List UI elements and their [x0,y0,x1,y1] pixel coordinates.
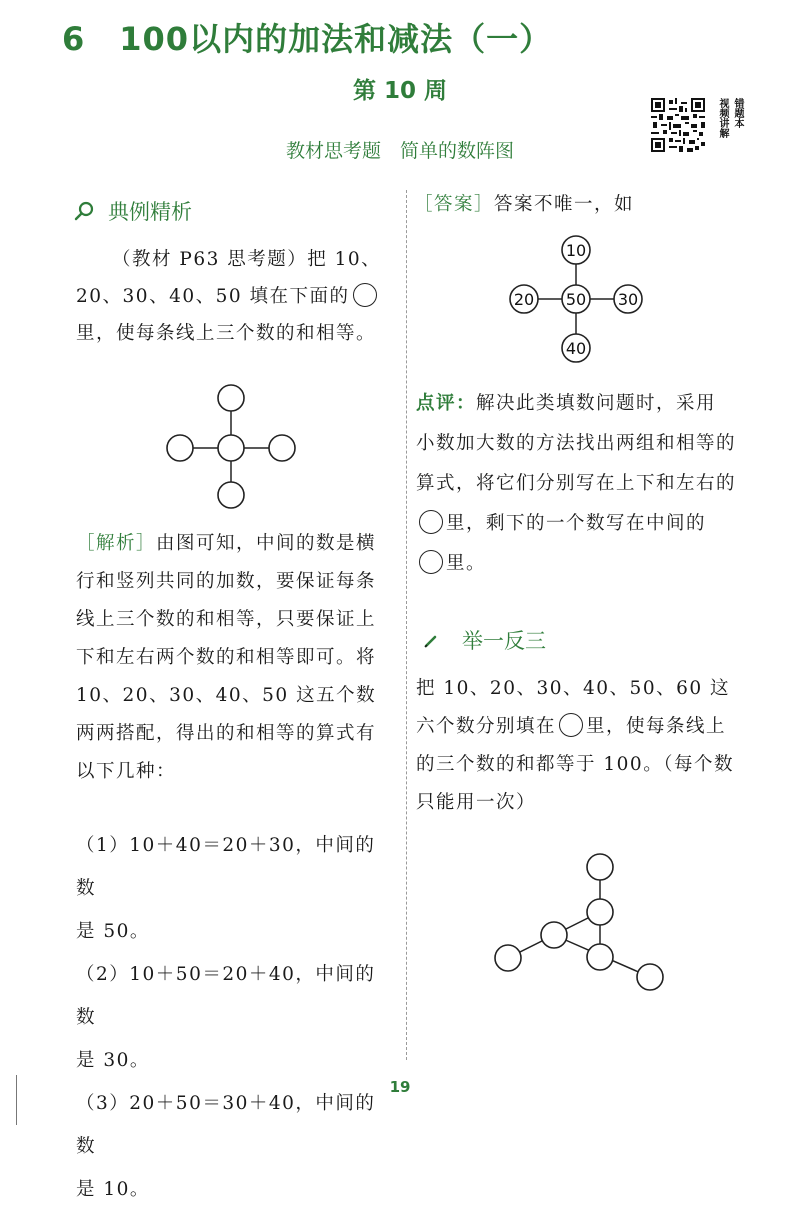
comment-body-b: 里，剩下的一个数写在中间的 [446,513,707,534]
practice-diagram [488,845,678,1005]
week-title: 第 10 周 [352,78,448,104]
pencil-icon [424,634,438,648]
qr-code-icon[interactable] [651,98,705,152]
practice-circle [637,964,663,990]
practice-circle [587,944,613,970]
qr-label-line: 错题本 [732,98,743,128]
answer-line [414,186,634,223]
case-line: （1）10＋40＝20＋30，中间的数 [76,835,376,899]
practice-circle [587,854,613,880]
case-item [76,1082,394,1211]
chapter-title [62,14,552,60]
answer-value-left: 20 [513,290,535,309]
answer-value-right: 30 [617,290,639,309]
comment-body-a: 解决此类填数问题时，采用小数加大数的方法找出两组和相等的算式，将它们分别写在上下和左右的 [416,393,737,494]
answer-diagram [500,230,660,370]
case-line: 是 50。 [76,921,150,942]
column-divider [406,190,407,1060]
answer-value-top: 10 [565,241,587,260]
qr-label-line: 视频讲解 [717,98,728,138]
diagram-circle-right [269,435,295,461]
chapter-number: 6 [62,20,86,58]
practice-circle [495,945,521,971]
answer-tag: ［答案］ [414,194,495,215]
chapter-title-text: 100以内的加法和减法（一） [119,20,553,58]
analysis-tag: ［解析］ [76,533,157,554]
blank-circle-icon [559,713,583,737]
example-section-heading [74,196,192,226]
problem-statement: （教材 P63 思考题）把 10、20、30、40、50 填在下面的 [76,249,382,307]
practice-body-b: 里，使每条线上的三个数的和都等于 100。（每个数只能用一次） [416,716,734,813]
problem-diagram [160,380,310,520]
practice-body-a: 把 10、20、30、40、50、60 这六个数分别填在 [416,678,731,737]
comment-label: 点评： [416,393,477,414]
diagram-circle-left [167,435,193,461]
blank-circle-icon [419,510,443,534]
magnifier-icon [74,200,96,222]
practice-text [416,670,738,822]
practice-section-heading [424,625,546,655]
diagram-circle-top [218,385,244,411]
analysis-text [76,525,394,791]
example-section-title: 典例精析 [108,200,192,224]
answer-value-center: 50 [565,290,587,309]
case-line: （3）20＋50＝30＋40，中间的数 [76,1093,376,1157]
problem-statement-tail: 里，使每条线上三个数的和相等。 [76,323,377,344]
answer-text: 答案不唯一，如 [494,194,635,215]
case-line: 是 10。 [76,1179,150,1200]
page-number: 19 [389,1078,411,1096]
practice-circle [587,899,613,925]
section-subtitle: 教材思考题 简单的数阵图 [285,140,514,162]
comment-body-c: 里。 [446,553,487,574]
practice-circle [541,922,567,948]
qr-label [708,98,744,154]
problem-text [76,241,394,352]
case-item [76,953,394,1082]
case-line: （2）10＋50＝20＋40，中间的数 [76,964,376,1028]
case-list [76,824,394,1211]
answer-value-bottom: 40 [565,339,587,358]
analysis-body: 由图可知，中间的数是横行和竖列共同的加数，要保证每条线上三个数的和相等，只要保证上下和左右两个数的和相等即可。将 10、20、30、40、50 这五个数两两搭配，得出的和相等的算式有以下几种： [76,533,377,782]
diagram-circle-bottom [218,482,244,508]
blank-circle-icon [353,283,377,307]
practice-section-title: 举一反三 [462,629,546,653]
case-item [76,824,394,953]
comment-text [416,384,736,584]
blank-circle-icon [419,550,443,574]
case-line: 是 30。 [76,1050,150,1071]
diagram-circle-center [218,435,244,461]
